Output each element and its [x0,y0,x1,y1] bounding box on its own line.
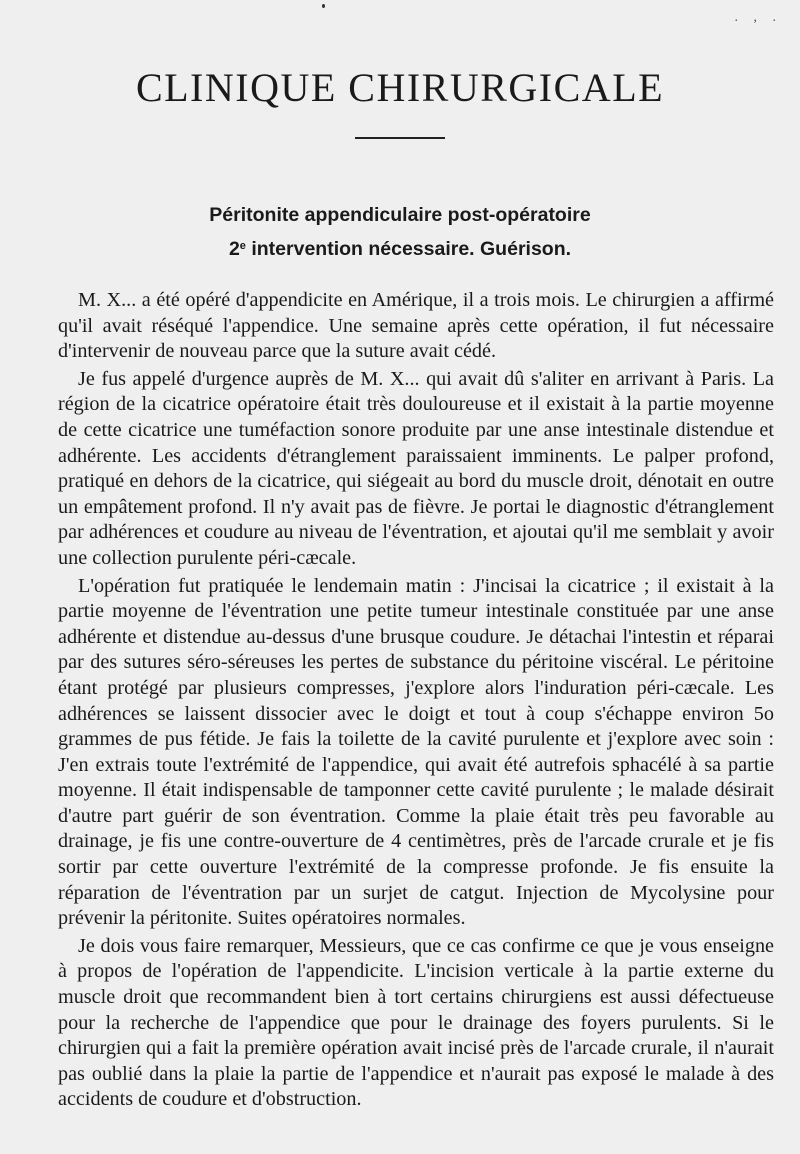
margin-marks: . , . [734,10,782,25]
page-title: CLINIQUE CHIRURGICALE [135,65,665,110]
section-subtitle [0,200,800,265]
paragraph-1: M. X... a été opéré d'appendicite en Amérique, il a trois mois. Le chirurgien a affirmé qu'il avait réséqué l'appendice. Une semaine après cette opération, il fut nécessaire d'intervenir de nouveau parce que la suture avait cédé. [58,289,774,363]
subtitle-ordinal-number: 2 [228,238,240,260]
paragraph-3: L'opération fut pratiquée le lendemain matin : J'incisai la cicatrice ; il existait à la partie moyenne de l'éventration une petite tumeur intestinale constituée par une anse adhérente et distendue au-dessus d'une brusque coudure. Je détachai l'intestin et réparai par des sutures séro-séreuses les pertes de substance du péritoine viscéral. Le péritoine étant protégé par plusieurs compresses, j'explore alors l'induration péri-cæcale. Les adhérences se laissent dissocier avec le doigt et tout à coup s'échappe environ 5o grammes de pus fétide. Je fais la toilette de la cavité purulente et j'explore avec soin : J'en extrais toute l'extrémité de l'appendice, qui avait été autrefois sphacélé à sa partie moyenne. Il était indispensable de tamponner cette cavité purulente ; le malade désirait d'autre part guérir de son éventration. Comme la plaie était très peu favorable au drainage, je fis une contre-ouverture de 4 centimètres, près de l'arcade crurale et je fis sortir par cette ouverture l'extrémité de la compresse profonde. Je fis ensuite la réparation de l'éventration par un surjet de catgut. Injection de Mycolysine pour prévenir la péritonite. Suites opératoires normales. [58,574,774,930]
article-body [58,288,774,1115]
ink-speck [322,4,325,8]
subtitle-line-2 [0,231,800,265]
paragraph-4: Je dois vous faire remarquer, Messieurs, que ce cas confirme ce que je vous enseigne à propos de l'opération de l'appendicite. L'incision verticale à la partie externe du muscle droit que recommandent bien à tort certains chirurgiens est aussi défectueuse pour la recherche de l'appendice que pour le drainage des foyers purulents. Si le chirurgien qui a fait la première opération avait incisé près de l'arcade crurale, il n'aurait pas oublié dans la plaie la partie de l'appendice et n'aurait pas exposé le malade à des accidents de coudure et d'obstruction. [58,934,774,1111]
subtitle-ordinal-suffix: e [239,240,246,252]
subtitle-line-1: Péritonite appendiculaire post-opératoire [209,204,591,226]
subtitle-line-2-text: intervention nécessaire. Guérison. [245,238,572,260]
title-divider [355,137,445,139]
paragraph-2: Je fus appelé d'urgence auprès de M. X... qui avait dû s'aliter en arrivant à Paris. La région de la cicatrice opératoire était très douloureuse et il existait à la partie moyenne de cette cicatrice une tuméfaction sonore produite par une anse intestinale distendue et adhérente. Les accidents d'étranglement paraissaient imminents. Le palper profond, pratiqué en dehors de la cicatrice, qui siégeait au bord du muscle droit, dénotait en outre un empâtement profond. Il n'y avait pas de fièvre. Je portai le diagnostic d'étranglement par adhérences et coudure au niveau de l'éventration, et ajoutai qu'il me semblait y avoir une collection purulente péri-cæcale. [58,367,774,569]
